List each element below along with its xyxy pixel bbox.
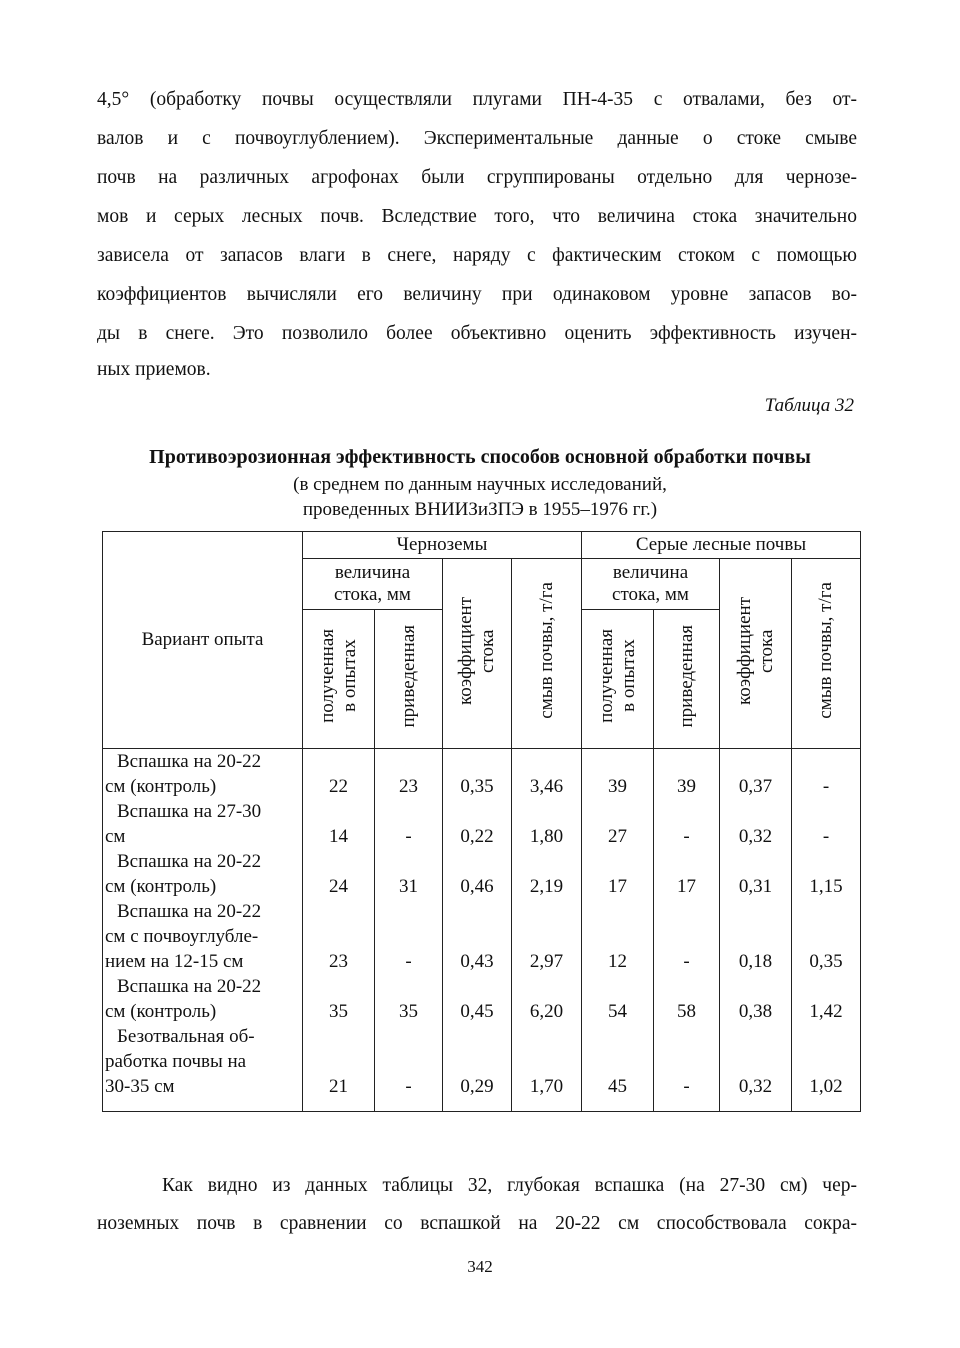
table-caption: Таблица 32 <box>764 395 854 416</box>
table-subtitle: проведенных ВНИИЗиЗПЭ в 1955–1976 гг.) <box>302 499 658 520</box>
table-cell: 1,02 <box>792 1074 861 1099</box>
paragraph-line: 4,5° (обработку почвы осуществляли плугами ПН-4-35 с отвалами, без от- <box>97 89 857 110</box>
variant-cell: Вспашка на 20-22 <box>103 899 303 924</box>
table-cell: 17 <box>654 874 720 899</box>
table-cell: 54 <box>582 999 654 1024</box>
table-cell: 1,15 <box>792 874 861 899</box>
table-cell: - <box>375 824 443 849</box>
table-cell: 45 <box>582 1074 654 1099</box>
table-cell: 0,35 <box>443 774 512 799</box>
table-cell: 58 <box>654 999 720 1024</box>
paragraph-line: валов и с почвоуглублением). Экспериментальные данные о стоке смыве <box>97 128 857 149</box>
table-cell: 27 <box>582 824 654 849</box>
data-table <box>102 531 861 1112</box>
variant-cell: см (контроль) <box>103 874 303 899</box>
table-cell: 0,31 <box>720 874 792 899</box>
table-cell: - <box>792 774 861 799</box>
reduced-header: приведенная <box>375 610 443 749</box>
table-cell: 35 <box>303 999 375 1024</box>
table-cell: 1,42 <box>792 999 861 1024</box>
table-cell: 31 <box>375 874 443 899</box>
table-cell: 21 <box>303 1074 375 1099</box>
table-cell: 0,38 <box>720 999 792 1024</box>
paragraph-line: ных приемов. <box>97 359 211 380</box>
variant-cell: Вспашка на 20-22 <box>103 849 303 874</box>
table-cell: 24 <box>303 874 375 899</box>
variant-cell: Безотвальная об- <box>103 1024 303 1049</box>
table-cell: 0,22 <box>443 824 512 849</box>
variant-cell: Вспашка на 27-30 <box>103 799 303 824</box>
table-cell: - <box>375 1074 443 1099</box>
table-cell: 0,35 <box>792 949 861 974</box>
obtained-header: полученная в опытах <box>582 610 654 749</box>
paragraph-line: ноземных почв в сравнении со вспашкой на 20-22 см способствовала сокра- <box>97 1213 857 1234</box>
table-cell: 2,19 <box>512 874 582 899</box>
paragraph-line: ды в снеге. Это позволило более объективно оценить эффективность изучен- <box>97 323 857 344</box>
paragraph-line: зависела от запасов влаги в снеге, наряду с фактическим стоком с помощью <box>97 245 857 266</box>
runoff-header: величина стока, мм <box>303 559 443 610</box>
table-cell: 22 <box>303 774 375 799</box>
variant-cell: Вспашка на 20-22 <box>103 974 303 999</box>
table-title: Противоэрозионная эффективность способов основной обработки почвы <box>149 446 811 468</box>
table-cell: 17 <box>582 874 654 899</box>
table-cell: 23 <box>303 949 375 974</box>
variant-cell: 30-35 см <box>103 1074 303 1099</box>
table-cell: - <box>375 949 443 974</box>
table-cell: 39 <box>582 774 654 799</box>
group-header-grey-forest: Серые лесные почвы <box>582 532 861 559</box>
variant-cell: см с почвоуглубле- <box>103 924 303 949</box>
table-cell: 0,32 <box>720 1074 792 1099</box>
variant-cell: см (контроль) <box>103 774 303 799</box>
paragraph-line: мов и серых лесных почв. Вследствие того, что величина стока значительно <box>97 206 857 227</box>
table-cell: 0,29 <box>443 1074 512 1099</box>
variant-header: Вариант опыта <box>103 532 303 749</box>
variant-cell: Вспашка на 20-22 <box>103 749 303 775</box>
variant-cell: работка почвы на <box>103 1049 303 1074</box>
variant-cell: нием на 12-15 см <box>103 949 303 974</box>
coef-header: коэффициент стока <box>443 559 512 749</box>
table-cell: - <box>654 1074 720 1099</box>
washout-header: смыв почвы, т/га <box>512 559 582 749</box>
variant-cell: см <box>103 824 303 849</box>
page-number: 342 <box>467 1257 493 1276</box>
table-cell: 12 <box>582 949 654 974</box>
table-cell: 0,18 <box>720 949 792 974</box>
table-cell: 1,70 <box>512 1074 582 1099</box>
table-cell: - <box>654 949 720 974</box>
table-cell: 0,32 <box>720 824 792 849</box>
table-cell: 14 <box>303 824 375 849</box>
table-cell: 0,43 <box>443 949 512 974</box>
paragraph-line: почв на различных агрофонах были сгруппированы отдельно для чернозе- <box>97 167 857 188</box>
reduced-header: приведенная <box>654 610 720 749</box>
table-cell: 1,80 <box>512 824 582 849</box>
table-cell: - <box>654 824 720 849</box>
table-cell: 0,45 <box>443 999 512 1024</box>
table-cell: - <box>792 824 861 849</box>
obtained-header: полученная в опытах <box>303 610 375 749</box>
variant-cell: см (контроль) <box>103 999 303 1024</box>
table-cell: 23 <box>375 774 443 799</box>
runoff-header: величина стока, мм <box>582 559 720 610</box>
table-cell: 6,20 <box>512 999 582 1024</box>
coef-header: коэффициент стока <box>720 559 792 749</box>
table-cell: 3,46 <box>512 774 582 799</box>
table-cell: 0,37 <box>720 774 792 799</box>
paragraph-line: Как видно из данных таблицы 32, глубокая вспашка (на 27-30 см) чер- <box>162 1175 857 1196</box>
table-cell: 35 <box>375 999 443 1024</box>
paragraph-line: коэффициентов вычисляли его величину при одинаковом уровне запасов во- <box>97 284 857 305</box>
washout-header: смыв почвы, т/га <box>792 559 861 749</box>
table-cell: 2,97 <box>512 949 582 974</box>
table-cell: 0,46 <box>443 874 512 899</box>
group-header-chernozems: Черноземы <box>303 532 582 559</box>
table-subtitle: (в среднем по данным научных исследований, <box>293 474 667 495</box>
table-cell: 39 <box>654 774 720 799</box>
